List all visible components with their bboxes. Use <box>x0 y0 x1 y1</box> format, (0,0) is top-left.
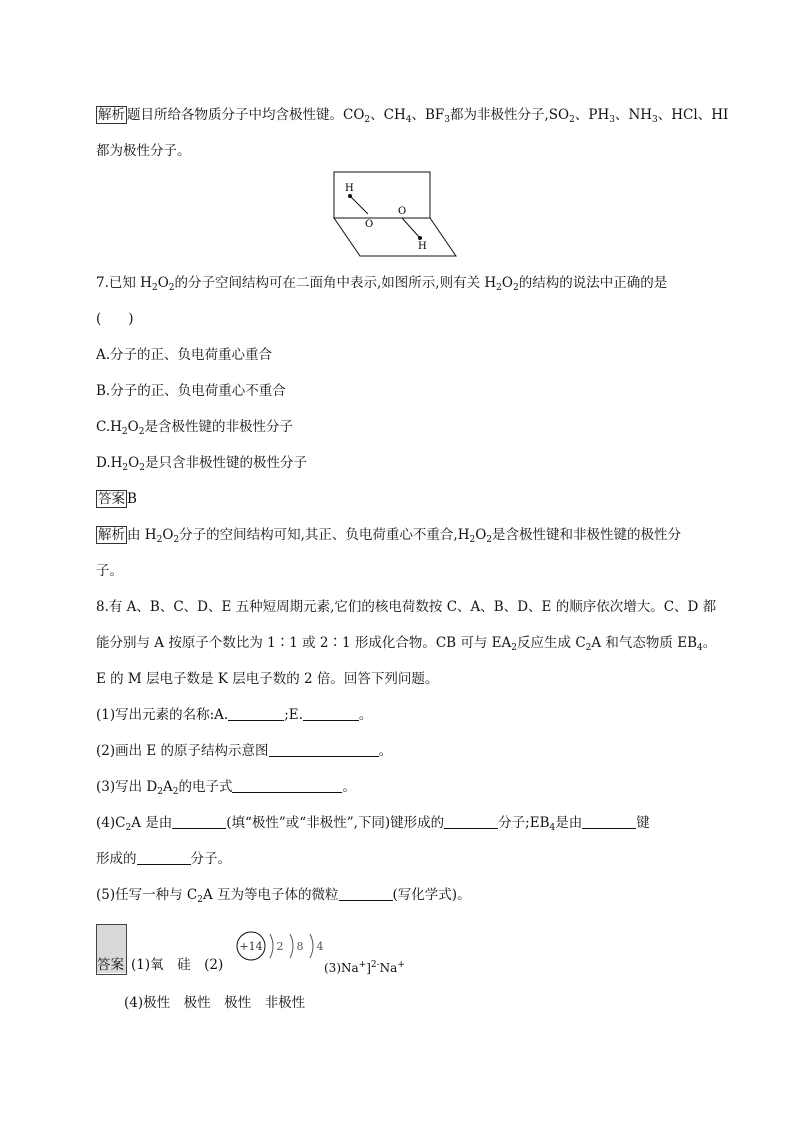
q8-part2: (2)画出 E 的原子结构示意图 。 <box>96 743 393 759</box>
lower-plane <box>334 218 456 256</box>
silicon-atom-structure-diagram <box>234 930 326 964</box>
analysis-tag: 解析 <box>98 107 125 123</box>
q7-option-b: B.分子的正、负电荷重心不重合 <box>96 383 286 399</box>
answer-blank <box>232 778 342 793</box>
q8-part4-line2: 形成的 分子。 <box>96 851 231 867</box>
h-atom-dot <box>418 236 422 240</box>
q8-answer-line1: 答案 (1)氧 硅 (2) <box>97 957 224 973</box>
h-label: H <box>345 183 354 194</box>
analysis-tag: 解析 <box>98 527 125 543</box>
q8-part5: (5)任写一种与 $C_2A$ 互为等电子体的微粒 (写化学式)。 <box>96 887 471 905</box>
q8-part4-line1: $(4)C_2A$ 是由 (填“极性”或“非极性”,下同)键形成的 分子$;EB_4$是由 键 <box>96 815 650 833</box>
q8-stem-line1: 8.有 A、B、C、D、E 五种短周期元素,它们的核电荷数按 C、A、B、D、E 的顺序依次增大。C、D 都 <box>96 599 717 615</box>
answer-blank <box>303 706 359 721</box>
q6-analysis-line1: 解析 题目所给各物质分子中均含极性键。$CO_2$、$CH_4$、$BF_3$都为非极性分子$,SO_2$、$PH_3$、$NH_3$、HCl、HI <box>98 107 729 125</box>
answer-blank <box>137 850 191 865</box>
q8-part1: (1)写出元素的名称:A. ;E. 。 <box>96 707 373 723</box>
o-label: O <box>398 206 407 217</box>
answer-blank <box>269 742 379 757</box>
answer-tag: 答案 <box>98 491 125 507</box>
o-label: O <box>365 219 374 230</box>
q8-answer-part4: (4)极性 极性 极性 非极性 <box>124 995 306 1011</box>
h-label: H <box>418 241 427 252</box>
q7-stem: 7.已知 $H_2O_2$的分子空间结构可在二面角中表示,如图所示,则有关 $H_2O_2$的结构的说法中正确的是 <box>96 275 668 293</box>
q7-option-c: $C.H_2O_2$是含极性键的非极性分子 <box>96 419 293 437</box>
h2o2-dihedral-figure <box>330 170 460 260</box>
q8-stem-line3: E 的 M 层电子数是 K 层电子数的 2 倍。回答下列问题。 <box>96 671 439 687</box>
q7-answer: 答案 B <box>98 491 137 507</box>
shell-electron-count: 8 <box>296 940 304 953</box>
answer-blank <box>228 706 284 721</box>
q7-answer-paren: ( ) <box>96 311 134 327</box>
q8-stem-line2: 能分别与 A 按原子个数比为 1∶1 或 2∶1 形成化合物。CB 可与 $EA_2$反应生成 $C_2A$ 和气态物质 $EB_4$。 <box>96 635 717 653</box>
shell-electron-count: 2 <box>276 940 284 953</box>
answer-tag: 答案 <box>96 956 127 975</box>
q8-part3: (3)写出 $D_2A_2$的电子式 。 <box>96 779 356 797</box>
nucleus-charge: +14 <box>239 940 263 953</box>
q8-answer-part3: (3)Na+]$^{2-}$Na+ <box>324 960 405 975</box>
answer-blank <box>444 814 498 829</box>
answer-blank <box>172 814 226 829</box>
q7-analysis-line2: 子。 <box>96 563 123 579</box>
h-atom-dot <box>348 194 352 198</box>
q7-option-d: $D.H_2O_2$是只含非极性键的极性分子 <box>96 455 307 473</box>
q7-analysis-line1: 解析 由 $H_2O_2$分子的空间结构可知,其正、负电荷重心不重合$,H_2O_2$是含极性键和非极性键的极性分 <box>98 527 682 545</box>
answer-blank <box>582 814 636 829</box>
answer-blank <box>339 886 393 901</box>
q6-analysis-line2: 都为极性分子。 <box>96 143 191 159</box>
q7-option-a: A.分子的正、负电荷重心重合 <box>96 347 273 363</box>
shell-electron-count: 4 <box>316 940 324 953</box>
